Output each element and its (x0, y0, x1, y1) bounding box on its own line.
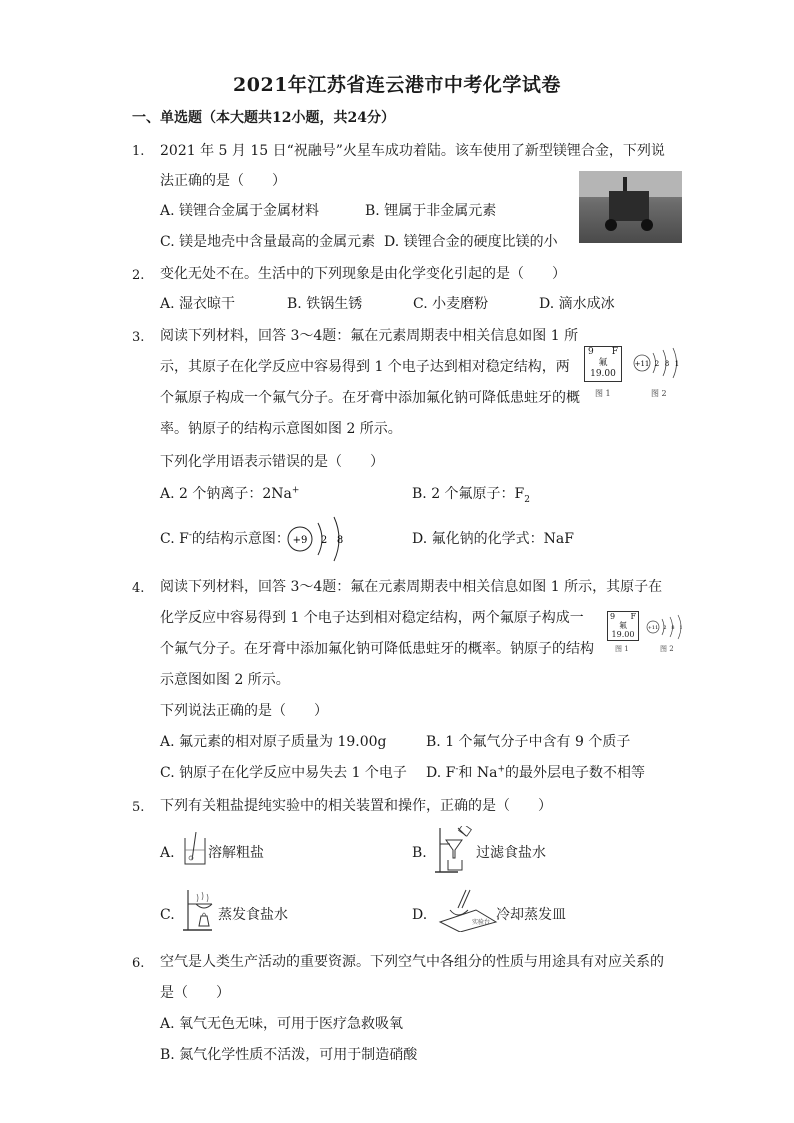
fluorine-periodic-cell: 9 F 氟 19.00 (584, 346, 622, 382)
question-number-4: 4. (132, 581, 145, 596)
q3-material-line3: 个氟原子构成一个氟气分子。在牙膏中添加氟化钠可降低患蛀牙的概 (160, 390, 580, 406)
filtration-apparatus-icon (434, 826, 474, 876)
q6-stem-line1: 空气是人类生产活动的重要资源。下列空气中各组分的性质与用途具有对应关系的 (160, 954, 664, 970)
svg-text:8: 8 (664, 360, 670, 368)
q5-option-d-text: 冷却蒸发皿 (496, 907, 566, 923)
q4-material-line4: 示意图如图 2 所示。 (160, 672, 290, 688)
mars-rover-photo (579, 171, 682, 243)
q4-material-line1: 阅读下列材料，回答 3～4题：氟在元素周期表中相关信息如图 1 所示，其原子在 (160, 579, 663, 595)
q4-option-d: D. F-和 Na+的最外层电子数不相等 (426, 764, 645, 781)
question-number-3: 3. (132, 330, 145, 345)
ion-nucleus-label: +9 (292, 535, 308, 546)
q2-option-d: D. 滴水成冰 (539, 296, 615, 312)
q3-option-d: D. 氟化钠的化学式：NaF (412, 531, 574, 547)
q5-option-c-text: 蒸发食盐水 (218, 907, 288, 923)
fluoride-ion-structure-diagram (284, 513, 356, 565)
q4-material-line2: 化学反应中容易得到 1 个电子达到相对稳定结构，两个氟原子构成一 (160, 610, 584, 626)
q3-material-line2: 示，其原子在化学反应中容易得到 1 个电子达到相对稳定结构，两 (160, 359, 570, 375)
sodium-atom-structure-diagram-small (645, 612, 685, 642)
q6-option-a: A. 氧气无色无味，可用于医疗急救吸氧 (160, 1016, 404, 1032)
q3-option-a: A. 2 个钠离子：2Na+ (160, 485, 300, 502)
q3-material-line4: 率。钠原子的结构示意图如图 2 所示。 (160, 421, 402, 437)
q5-option-a-text: 溶解粗盐 (208, 845, 264, 861)
q6-stem-line2: 是（ ） (160, 985, 230, 1001)
ion-shell2-label: 8 (336, 535, 344, 546)
svg-text:+11: +11 (634, 360, 650, 368)
q1-option-d: D. 镁锂合金的硬度比镁的小 (384, 234, 558, 250)
q1-option-c: C. 镁是地壳中含量最高的金属元素 (160, 234, 376, 250)
q2-stem: 变化无处不在。生活中的下列现象是由化学变化引起的是（ ） (160, 266, 566, 282)
q4-question: 下列说法正确的是（ ） (160, 703, 328, 719)
svg-text:+11: +11 (647, 625, 659, 631)
section-heading: 一、单选题（本大题共12小题，共24分） (132, 110, 395, 126)
figure2-caption-small: 图 2 (660, 645, 674, 653)
figure1-caption: 图 1 (595, 389, 611, 398)
svg-text:1: 1 (679, 625, 683, 631)
evaporation-apparatus-icon (182, 886, 220, 934)
q1-option-a: A. 镁锂合金属于金属材料 (160, 203, 320, 219)
q1-option-b: B. 锂属于非金属元素 (365, 203, 497, 219)
question-number-1: 1. (132, 144, 145, 159)
question-number-5: 5. (132, 800, 145, 815)
svg-text:2: 2 (663, 625, 667, 631)
figure2-caption: 图 2 (651, 389, 667, 398)
q4-option-b: B. 1 个氟气分子中含有 9 个质子 (426, 734, 631, 750)
q5-option-b-text: 过滤食盐水 (476, 845, 546, 861)
q5-option-d-letter: D. (412, 907, 428, 923)
q3-option-b: B. 2 个氟原子：$F_2$ (412, 486, 530, 505)
svg-text:1: 1 (674, 360, 680, 368)
svg-text:2: 2 (654, 360, 660, 368)
ion-shell1-label: 2 (320, 535, 328, 546)
q5-option-c-letter: C. (160, 907, 175, 923)
q3-option-c: C. F-的结构示意图： (160, 530, 290, 547)
q4-option-c: C. 钠原子在化学反应中易失去 1 个电子 (160, 765, 407, 781)
q3-question: 下列化学用语表示错误的是（ ） (160, 454, 384, 470)
q1-stem-line1: 2021 年 5 月 15 日“祝融号”火星车成功着陆。该车使用了新型镁锂合金，下列说 (160, 143, 665, 159)
q2-option-c: C. 小麦磨粉 (413, 296, 489, 312)
figure1-caption-small: 图 1 (615, 645, 629, 653)
sodium-atom-structure-diagram (632, 344, 682, 382)
cooling-dish-icon (436, 888, 500, 932)
svg-text:8: 8 (671, 625, 675, 631)
q3-material-line1: 阅读下列材料，回答 3～4题：氟在元素周期表中相关信息如图 1 所 (160, 328, 579, 344)
q2-option-a: A. 湿衣晾干 (160, 296, 236, 312)
fluorine-periodic-cell-small: 9 F 氟 19.00 (607, 611, 639, 641)
beaker-dissolve-icon (180, 832, 210, 868)
exam-title: 2021年江苏省连云港市中考化学试卷 (233, 74, 561, 96)
q5-stem: 下列有关粗盐提纯实验中的相关装置和操作，正确的是（ ） (160, 798, 552, 814)
q5-option-b-letter: B. (412, 845, 427, 861)
question-number-6: 6. (132, 956, 145, 971)
q1-stem-line2: 法正确的是（ ） (160, 173, 286, 189)
question-number-2: 2. (132, 268, 145, 283)
q2-option-b: B. 铁锅生锈 (287, 296, 363, 312)
q5-option-a-letter: A. (160, 845, 175, 861)
q6-option-b: B. 氮气化学性质不活泼，可用于制造硝酸 (160, 1047, 418, 1063)
lab-bench-label: 实验台 (472, 919, 491, 926)
q4-material-line3: 个氟气分子。在牙膏中添加氟化钠可降低患蛀牙的概率。钠原子的结构 (160, 641, 594, 657)
q4-option-a: A. 氟元素的相对原子质量为 19.00g (160, 734, 387, 750)
